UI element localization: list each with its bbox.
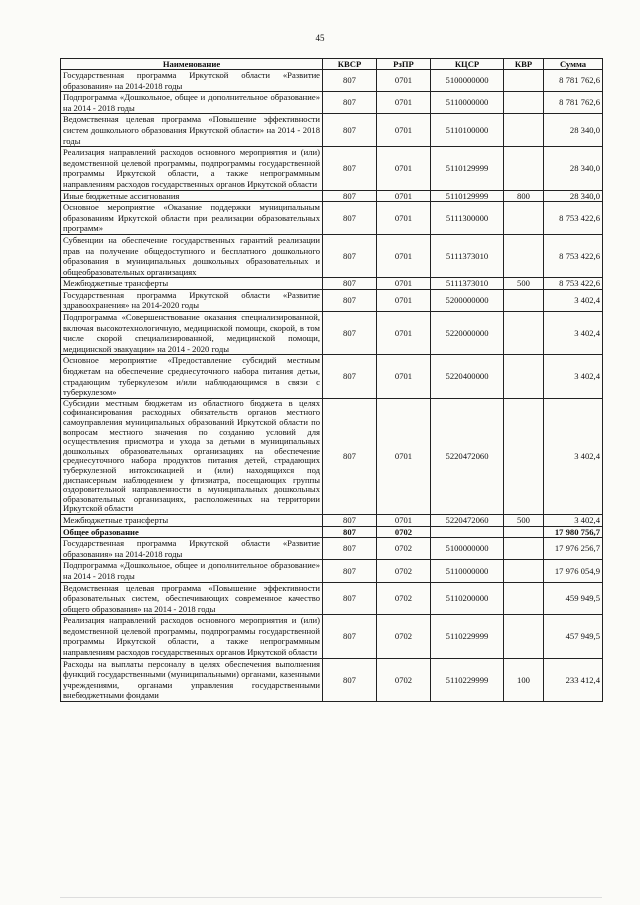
row-name: Основное мероприятие «Оказание поддержки муниципальным образованиям Иркутской области при реализации образовательных программ» xyxy=(61,202,323,235)
row-kvsr: 807 xyxy=(323,92,377,114)
row-kvsr: 807 xyxy=(323,582,377,615)
row-kvsr: 807 xyxy=(323,538,377,560)
row-sum: 3 402,4 xyxy=(544,514,603,526)
row-name: Государственная программа Иркутской области «Развитие образования» на 2014-2018 годы xyxy=(61,538,323,560)
table-row xyxy=(61,114,603,147)
table-row xyxy=(61,398,603,514)
row-rzpr: 0701 xyxy=(377,289,431,311)
row-kvr xyxy=(504,289,544,311)
row-rzpr: 0701 xyxy=(377,114,431,147)
header-name: Наименование xyxy=(61,59,323,70)
row-kvsr: 807 xyxy=(323,312,377,355)
row-kcsr: 5111300000 xyxy=(431,202,504,235)
row-kcsr: 5110200000 xyxy=(431,582,504,615)
row-kvr xyxy=(504,92,544,114)
row-name: Подпрограмма «Совершенствование оказания специализированной, включая высокотехнологичную, медицинской помощи, скорой, в том числе скорой специализированной, медицинской помощи, медицинской эвакуации» на 2014 - 2020 годы xyxy=(61,312,323,355)
header-kvr: КВР xyxy=(504,59,544,70)
table-row xyxy=(61,560,603,582)
table-row xyxy=(61,70,603,92)
table-row xyxy=(61,289,603,311)
row-sum: 8 781 762,6 xyxy=(544,92,603,114)
row-name: Реализация направлений расходов основного мероприятия и (или) ведомственной целевой программы, подпрограммы государственной программы Иркутской области, а также непрограммным направлениям расходов государственных органов Иркутской области xyxy=(61,147,323,190)
row-sum: 17 980 756,7 xyxy=(544,526,603,538)
row-kvr xyxy=(504,582,544,615)
row-rzpr: 0701 xyxy=(377,514,431,526)
table-header-row xyxy=(61,59,603,70)
row-rzpr: 0701 xyxy=(377,70,431,92)
row-sum: 233 412,4 xyxy=(544,658,603,701)
row-sum: 3 402,4 xyxy=(544,312,603,355)
row-kcsr: 5110229999 xyxy=(431,658,504,701)
row-kvsr: 807 xyxy=(323,355,377,398)
row-sum: 8 781 762,6 xyxy=(544,70,603,92)
page-bottom-rule xyxy=(60,897,602,898)
table-row xyxy=(61,526,603,538)
row-name: Ведомственная целевая программа «Повышение эффективности образовательных систем, обеспечивающих современное качество общего образования» на 2014 - 2018 годы xyxy=(61,582,323,615)
table-row xyxy=(61,278,603,290)
row-kcsr: 5220472060 xyxy=(431,514,504,526)
row-kvsr: 807 xyxy=(323,658,377,701)
row-kvsr: 807 xyxy=(323,289,377,311)
row-kvr: 800 xyxy=(504,190,544,202)
row-kvr xyxy=(504,526,544,538)
row-kvr xyxy=(504,202,544,235)
row-rzpr: 0701 xyxy=(377,147,431,190)
row-kvr: 100 xyxy=(504,658,544,701)
row-kvsr: 807 xyxy=(323,526,377,538)
row-sum: 3 402,4 xyxy=(544,398,603,514)
row-kvr xyxy=(504,538,544,560)
page-number: 45 xyxy=(315,33,325,43)
row-kcsr: 5100000000 xyxy=(431,538,504,560)
row-kcsr: 5220400000 xyxy=(431,355,504,398)
table-row xyxy=(61,202,603,235)
row-kvsr: 807 xyxy=(323,202,377,235)
row-kcsr: 5110000000 xyxy=(431,560,504,582)
row-sum: 28 340,0 xyxy=(544,147,603,190)
row-rzpr: 0702 xyxy=(377,582,431,615)
row-rzpr: 0702 xyxy=(377,526,431,538)
row-kcsr: 5110000000 xyxy=(431,92,504,114)
row-kvsr: 807 xyxy=(323,190,377,202)
row-rzpr: 0702 xyxy=(377,560,431,582)
row-rzpr: 0701 xyxy=(377,312,431,355)
row-sum: 459 949,5 xyxy=(544,582,603,615)
row-kvr xyxy=(504,147,544,190)
row-kcsr: 5200000000 xyxy=(431,289,504,311)
row-name: Общее образование xyxy=(61,526,323,538)
row-rzpr: 0702 xyxy=(377,615,431,658)
row-name: Реализация направлений расходов основного мероприятия и (или) ведомственной целевой программы, подпрограммы государственной программы Иркутской области, а также непрограммным направлениям расходов государственных органов Иркутской области xyxy=(61,615,323,658)
row-kvr: 500 xyxy=(504,278,544,290)
row-kvsr: 807 xyxy=(323,147,377,190)
row-rzpr: 0701 xyxy=(377,234,431,277)
row-name: Субсидии местным бюджетам из областного бюджета в целях софинансирования расходных обязательств органов местного самоуправления муниципальных образований Иркутской области по вопросам местного значения по созданию условий для осуществления присмотра и ухода за детьми в муниципальных дошкольных образовательных организациях на обеспечение среднесуточного набора продуктов питания детей, страдающих туберкулезной интоксикацией и (или) находящихся под диспансерным наблюдением у фтизиатра, посещающих группы оздоровительной направленности в муниципальных дошкольных образовательных организациях, расположенных на территории Иркутской области xyxy=(61,398,323,514)
row-kcsr: 5110129999 xyxy=(431,190,504,202)
row-kcsr: 5110100000 xyxy=(431,114,504,147)
row-rzpr: 0701 xyxy=(377,202,431,235)
row-rzpr: 0701 xyxy=(377,190,431,202)
row-rzpr: 0702 xyxy=(377,658,431,701)
row-sum: 3 402,4 xyxy=(544,289,603,311)
row-kvsr: 807 xyxy=(323,114,377,147)
row-kcsr: 5100000000 xyxy=(431,70,504,92)
table-row xyxy=(61,615,603,658)
row-name: Ведомственная целевая программа «Повышение эффективности систем дошкольного образования Иркутской области» на 2014 - 2018 годы xyxy=(61,114,323,147)
header-kvsr: КВСР xyxy=(323,59,377,70)
row-kcsr: 5220472060 xyxy=(431,398,504,514)
table-row xyxy=(61,514,603,526)
header-rzpr: РзПР xyxy=(377,59,431,70)
row-rzpr: 0701 xyxy=(377,398,431,514)
row-name: Межбюджетные трансферты xyxy=(61,514,323,526)
row-kvr: 500 xyxy=(504,514,544,526)
table-row xyxy=(61,234,603,277)
row-kvr xyxy=(504,70,544,92)
row-kvsr: 807 xyxy=(323,514,377,526)
row-kcsr xyxy=(431,526,504,538)
row-sum: 8 753 422,6 xyxy=(544,278,603,290)
row-name: Основное мероприятие «Предоставление субсидий местным бюджетам на обеспечение среднесуточного набора питания детьи, страдающим туберкулезом и/или наблюдающимся в связи с туберкулезом» xyxy=(61,355,323,398)
table-row xyxy=(61,92,603,114)
row-kcsr: 5111373010 xyxy=(431,234,504,277)
row-kvsr: 807 xyxy=(323,398,377,514)
row-sum: 8 753 422,6 xyxy=(544,234,603,277)
row-rzpr: 0701 xyxy=(377,92,431,114)
row-kvr xyxy=(504,560,544,582)
row-sum: 457 949,5 xyxy=(544,615,603,658)
table-row xyxy=(61,658,603,701)
row-name: Межбюджетные трансферты xyxy=(61,278,323,290)
budget-table xyxy=(60,58,603,702)
row-sum: 3 402,4 xyxy=(544,355,603,398)
table-row xyxy=(61,582,603,615)
row-rzpr: 0701 xyxy=(377,278,431,290)
table-row xyxy=(61,538,603,560)
row-kvr xyxy=(504,114,544,147)
table-row xyxy=(61,355,603,398)
row-sum: 28 340,0 xyxy=(544,114,603,147)
row-name: Иные бюджетные ассигнования xyxy=(61,190,323,202)
row-kcsr: 5220000000 xyxy=(431,312,504,355)
table-row xyxy=(61,147,603,190)
row-name: Государственная программа Иркутской области «Развитие образования» на 2014-2018 годы xyxy=(61,70,323,92)
row-kvsr: 807 xyxy=(323,70,377,92)
table-row xyxy=(61,190,603,202)
row-sum: 8 753 422,6 xyxy=(544,202,603,235)
row-sum: 17 976 054,9 xyxy=(544,560,603,582)
row-sum: 17 976 256,7 xyxy=(544,538,603,560)
row-kvr xyxy=(504,312,544,355)
row-kvsr: 807 xyxy=(323,615,377,658)
row-kvr xyxy=(504,398,544,514)
row-kcsr: 5110229999 xyxy=(431,615,504,658)
row-kvr xyxy=(504,355,544,398)
row-rzpr: 0701 xyxy=(377,355,431,398)
header-kcsr: КЦСР xyxy=(431,59,504,70)
row-kvsr: 807 xyxy=(323,278,377,290)
row-rzpr: 0702 xyxy=(377,538,431,560)
header-sum: Сумма xyxy=(544,59,603,70)
row-name: Субвенции на обеспечение государственных гарантий реализации прав на получение общедоступного и бесплатного дошкольного образования в муниципальных дошкольных образовательных и общеобразовательных организациях xyxy=(61,234,323,277)
row-name: Подпрограмма «Дошкольное, общее и дополнительное образование» на 2014 - 2018 годы xyxy=(61,92,323,114)
row-name: Расходы на выплаты персоналу в целях обеспечения выполнения функций государственными (муниципальными) органами, казенными учреждениями, органами управления государственными внебюджетными фондами xyxy=(61,658,323,701)
row-kvsr: 807 xyxy=(323,560,377,582)
row-kcsr: 5111373010 xyxy=(431,278,504,290)
row-sum: 28 340,0 xyxy=(544,190,603,202)
row-kcsr: 5110129999 xyxy=(431,147,504,190)
row-kvsr: 807 xyxy=(323,234,377,277)
row-name: Подпрограмма «Дошкольное, общее и дополнительное образование» на 2014 - 2018 годы xyxy=(61,560,323,582)
row-name: Государственная программа Иркутской области «Развитие здравоохранения» на 2014-2020 годы xyxy=(61,289,323,311)
row-kvr xyxy=(504,234,544,277)
table-row xyxy=(61,312,603,355)
row-kvr xyxy=(504,615,544,658)
